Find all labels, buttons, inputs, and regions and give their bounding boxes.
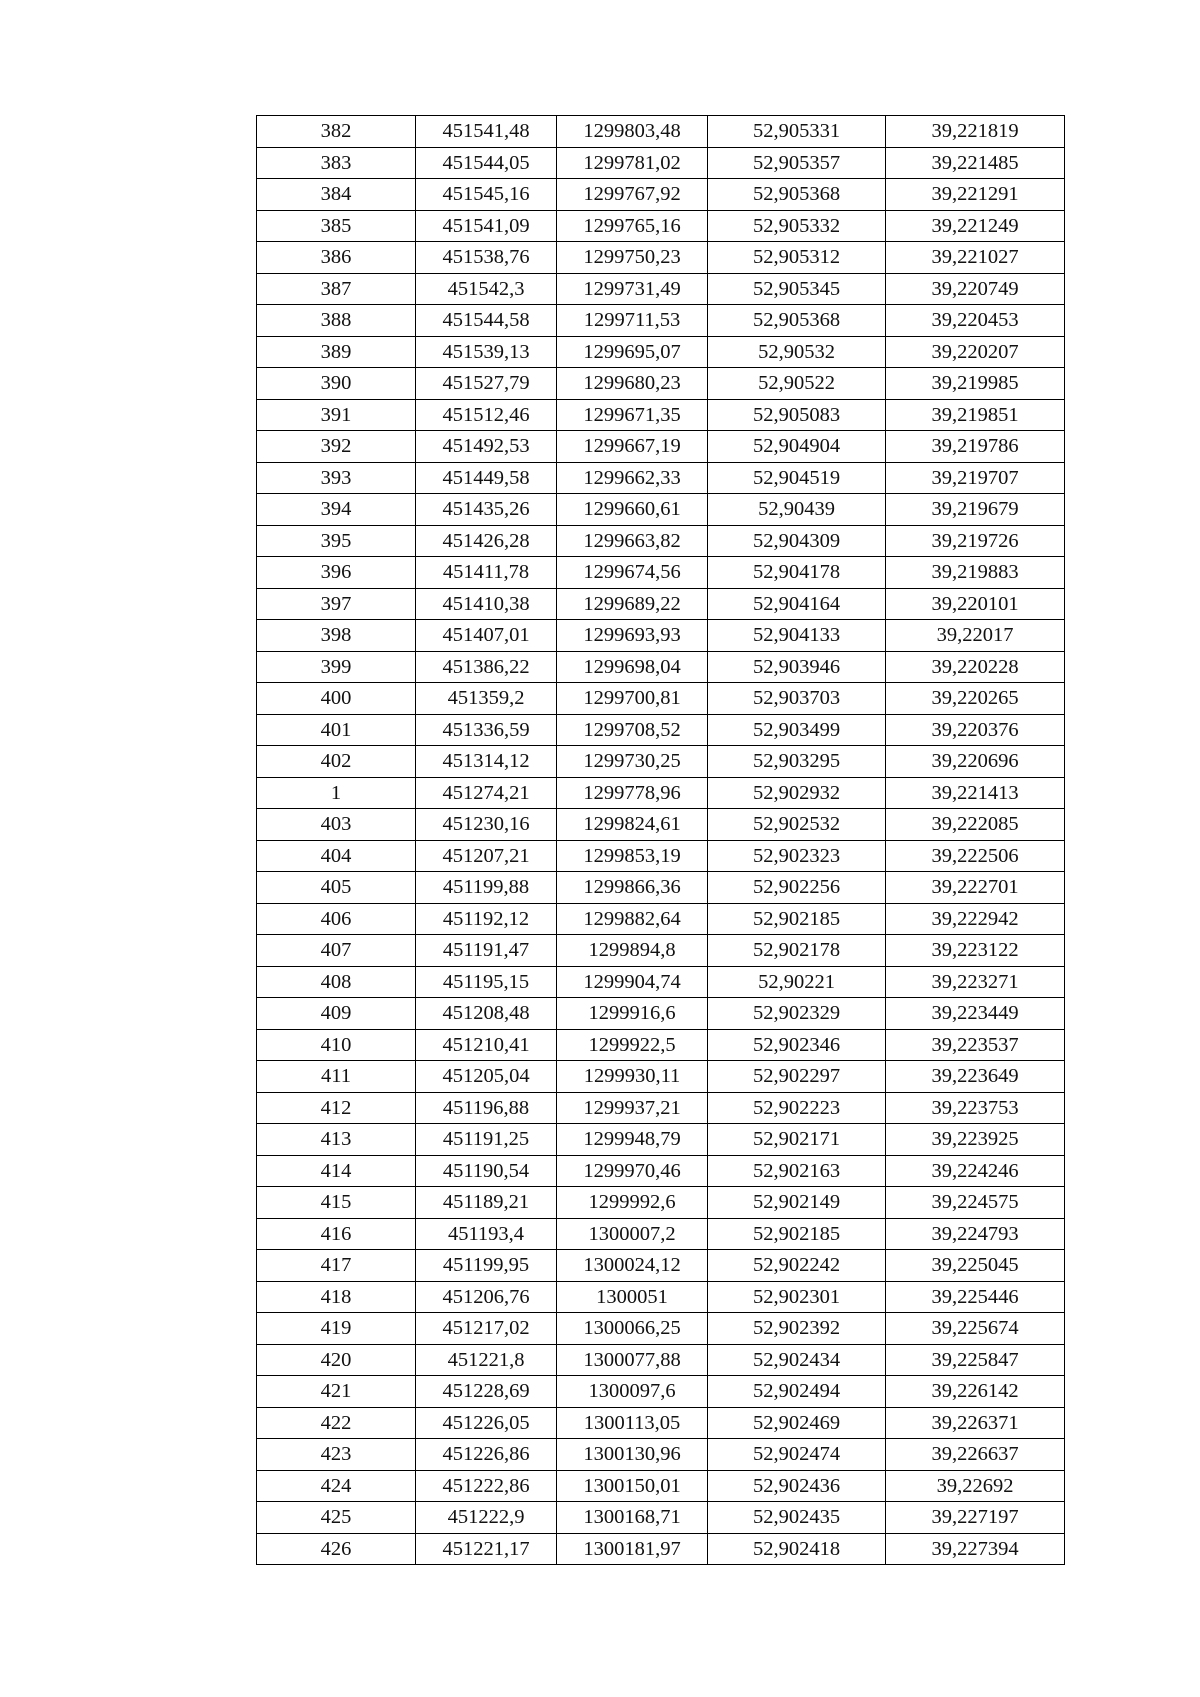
x-coordinate-cell: 451544,58 xyxy=(416,305,557,337)
point-number-cell: 391 xyxy=(257,399,416,431)
latitude-cell: 52,902474 xyxy=(708,1439,886,1471)
y-coordinate-cell: 1300181,97 xyxy=(557,1533,708,1565)
latitude-cell: 52,90439 xyxy=(708,494,886,526)
longitude-cell: 39,220453 xyxy=(886,305,1065,337)
y-coordinate-cell: 1299767,92 xyxy=(557,179,708,211)
table-row xyxy=(257,1092,1065,1124)
point-number-cell: 416 xyxy=(257,1218,416,1250)
x-coordinate-cell: 451208,48 xyxy=(416,998,557,1030)
latitude-cell: 52,90532 xyxy=(708,336,886,368)
x-coordinate-cell: 451226,86 xyxy=(416,1439,557,1471)
table-row xyxy=(257,368,1065,400)
y-coordinate-cell: 1299671,35 xyxy=(557,399,708,431)
longitude-cell: 39,220228 xyxy=(886,651,1065,683)
latitude-cell: 52,905083 xyxy=(708,399,886,431)
x-coordinate-cell: 451191,25 xyxy=(416,1124,557,1156)
point-number-cell: 411 xyxy=(257,1061,416,1093)
x-coordinate-cell: 451221,17 xyxy=(416,1533,557,1565)
longitude-cell: 39,221485 xyxy=(886,147,1065,179)
longitude-cell: 39,224793 xyxy=(886,1218,1065,1250)
point-number-cell: 382 xyxy=(257,116,416,148)
point-number-cell: 418 xyxy=(257,1281,416,1313)
latitude-cell: 52,903295 xyxy=(708,746,886,778)
x-coordinate-cell: 451314,12 xyxy=(416,746,557,778)
x-coordinate-cell: 451386,22 xyxy=(416,651,557,683)
coordinates-table-body xyxy=(257,116,1065,1565)
table-row xyxy=(257,1061,1065,1093)
coordinates-table xyxy=(256,115,1065,1565)
point-number-cell: 383 xyxy=(257,147,416,179)
table-row xyxy=(257,840,1065,872)
longitude-cell: 39,219883 xyxy=(886,557,1065,589)
table-row xyxy=(257,1533,1065,1565)
x-coordinate-cell: 451538,76 xyxy=(416,242,557,274)
point-number-cell: 395 xyxy=(257,525,416,557)
y-coordinate-cell: 1299803,48 xyxy=(557,116,708,148)
x-coordinate-cell: 451541,48 xyxy=(416,116,557,148)
point-number-cell: 1 xyxy=(257,777,416,809)
table-row xyxy=(257,809,1065,841)
table-row xyxy=(257,714,1065,746)
table-row xyxy=(257,935,1065,967)
x-coordinate-cell: 451492,53 xyxy=(416,431,557,463)
point-number-cell: 423 xyxy=(257,1439,416,1471)
x-coordinate-cell: 451193,4 xyxy=(416,1218,557,1250)
y-coordinate-cell: 1299689,22 xyxy=(557,588,708,620)
table-row xyxy=(257,1439,1065,1471)
table-row xyxy=(257,305,1065,337)
table-row xyxy=(257,683,1065,715)
point-number-cell: 409 xyxy=(257,998,416,1030)
longitude-cell: 39,221291 xyxy=(886,179,1065,211)
longitude-cell: 39,222085 xyxy=(886,809,1065,841)
y-coordinate-cell: 1299708,52 xyxy=(557,714,708,746)
longitude-cell: 39,225847 xyxy=(886,1344,1065,1376)
table-row xyxy=(257,557,1065,589)
table-row xyxy=(257,620,1065,652)
y-coordinate-cell: 1299695,07 xyxy=(557,336,708,368)
point-number-cell: 422 xyxy=(257,1407,416,1439)
table-row xyxy=(257,1407,1065,1439)
x-coordinate-cell: 451205,04 xyxy=(416,1061,557,1093)
x-coordinate-cell: 451541,09 xyxy=(416,210,557,242)
y-coordinate-cell: 1299667,19 xyxy=(557,431,708,463)
point-number-cell: 407 xyxy=(257,935,416,967)
table-row xyxy=(257,1187,1065,1219)
latitude-cell: 52,902392 xyxy=(708,1313,886,1345)
table-row xyxy=(257,431,1065,463)
y-coordinate-cell: 1300113,05 xyxy=(557,1407,708,1439)
point-number-cell: 405 xyxy=(257,872,416,904)
point-number-cell: 386 xyxy=(257,242,416,274)
longitude-cell: 39,223925 xyxy=(886,1124,1065,1156)
y-coordinate-cell: 1299904,74 xyxy=(557,966,708,998)
y-coordinate-cell: 1299662,33 xyxy=(557,462,708,494)
point-number-cell: 399 xyxy=(257,651,416,683)
point-number-cell: 408 xyxy=(257,966,416,998)
longitude-cell: 39,226142 xyxy=(886,1376,1065,1408)
x-coordinate-cell: 451210,41 xyxy=(416,1029,557,1061)
y-coordinate-cell: 1299730,25 xyxy=(557,746,708,778)
point-number-cell: 414 xyxy=(257,1155,416,1187)
y-coordinate-cell: 1299922,5 xyxy=(557,1029,708,1061)
point-number-cell: 426 xyxy=(257,1533,416,1565)
y-coordinate-cell: 1299853,19 xyxy=(557,840,708,872)
longitude-cell: 39,226371 xyxy=(886,1407,1065,1439)
latitude-cell: 52,904133 xyxy=(708,620,886,652)
longitude-cell: 39,227394 xyxy=(886,1533,1065,1565)
y-coordinate-cell: 1299750,23 xyxy=(557,242,708,274)
longitude-cell: 39,220207 xyxy=(886,336,1065,368)
table-row xyxy=(257,1029,1065,1061)
y-coordinate-cell: 1299882,64 xyxy=(557,903,708,935)
y-coordinate-cell: 1299700,81 xyxy=(557,683,708,715)
x-coordinate-cell: 451206,76 xyxy=(416,1281,557,1313)
x-coordinate-cell: 451545,16 xyxy=(416,179,557,211)
table-row xyxy=(257,998,1065,1030)
y-coordinate-cell: 1299693,93 xyxy=(557,620,708,652)
y-coordinate-cell: 1299663,82 xyxy=(557,525,708,557)
latitude-cell: 52,905345 xyxy=(708,273,886,305)
y-coordinate-cell: 1299916,6 xyxy=(557,998,708,1030)
latitude-cell: 52,902185 xyxy=(708,1218,886,1250)
table-row xyxy=(257,147,1065,179)
table-row xyxy=(257,903,1065,935)
longitude-cell: 39,219679 xyxy=(886,494,1065,526)
latitude-cell: 52,905357 xyxy=(708,147,886,179)
table-row xyxy=(257,273,1065,305)
latitude-cell: 52,902297 xyxy=(708,1061,886,1093)
table-row xyxy=(257,1218,1065,1250)
table-row xyxy=(257,525,1065,557)
point-number-cell: 397 xyxy=(257,588,416,620)
point-number-cell: 392 xyxy=(257,431,416,463)
point-number-cell: 398 xyxy=(257,620,416,652)
latitude-cell: 52,905368 xyxy=(708,179,886,211)
longitude-cell: 39,223537 xyxy=(886,1029,1065,1061)
x-coordinate-cell: 451195,15 xyxy=(416,966,557,998)
x-coordinate-cell: 451222,86 xyxy=(416,1470,557,1502)
latitude-cell: 52,902329 xyxy=(708,998,886,1030)
x-coordinate-cell: 451189,21 xyxy=(416,1187,557,1219)
y-coordinate-cell: 1300077,88 xyxy=(557,1344,708,1376)
longitude-cell: 39,221819 xyxy=(886,116,1065,148)
point-number-cell: 415 xyxy=(257,1187,416,1219)
latitude-cell: 52,902223 xyxy=(708,1092,886,1124)
longitude-cell: 39,224246 xyxy=(886,1155,1065,1187)
longitude-cell: 39,226637 xyxy=(886,1439,1065,1471)
table-row xyxy=(257,1155,1065,1187)
x-coordinate-cell: 451226,05 xyxy=(416,1407,557,1439)
y-coordinate-cell: 1299698,04 xyxy=(557,651,708,683)
y-coordinate-cell: 1299731,49 xyxy=(557,273,708,305)
longitude-cell: 39,220101 xyxy=(886,588,1065,620)
x-coordinate-cell: 451411,78 xyxy=(416,557,557,589)
latitude-cell: 52,902256 xyxy=(708,872,886,904)
y-coordinate-cell: 1299824,61 xyxy=(557,809,708,841)
longitude-cell: 39,225045 xyxy=(886,1250,1065,1282)
longitude-cell: 39,221027 xyxy=(886,242,1065,274)
y-coordinate-cell: 1300066,25 xyxy=(557,1313,708,1345)
x-coordinate-cell: 451192,12 xyxy=(416,903,557,935)
latitude-cell: 52,902163 xyxy=(708,1155,886,1187)
longitude-cell: 39,220696 xyxy=(886,746,1065,778)
longitude-cell: 39,219726 xyxy=(886,525,1065,557)
y-coordinate-cell: 1299948,79 xyxy=(557,1124,708,1156)
longitude-cell: 39,224575 xyxy=(886,1187,1065,1219)
point-number-cell: 388 xyxy=(257,305,416,337)
x-coordinate-cell: 451207,21 xyxy=(416,840,557,872)
y-coordinate-cell: 1299937,21 xyxy=(557,1092,708,1124)
longitude-cell: 39,222506 xyxy=(886,840,1065,872)
latitude-cell: 52,90221 xyxy=(708,966,886,998)
point-number-cell: 390 xyxy=(257,368,416,400)
point-number-cell: 424 xyxy=(257,1470,416,1502)
table-row xyxy=(257,1281,1065,1313)
point-number-cell: 402 xyxy=(257,746,416,778)
table-row xyxy=(257,494,1065,526)
x-coordinate-cell: 451359,2 xyxy=(416,683,557,715)
latitude-cell: 52,902469 xyxy=(708,1407,886,1439)
latitude-cell: 52,903946 xyxy=(708,651,886,683)
table-row xyxy=(257,462,1065,494)
x-coordinate-cell: 451191,47 xyxy=(416,935,557,967)
x-coordinate-cell: 451336,59 xyxy=(416,714,557,746)
x-coordinate-cell: 451228,69 xyxy=(416,1376,557,1408)
longitude-cell: 39,22692 xyxy=(886,1470,1065,1502)
latitude-cell: 52,903499 xyxy=(708,714,886,746)
table-row xyxy=(257,1313,1065,1345)
y-coordinate-cell: 1300007,2 xyxy=(557,1218,708,1250)
latitude-cell: 52,904309 xyxy=(708,525,886,557)
latitude-cell: 52,902178 xyxy=(708,935,886,967)
latitude-cell: 52,902532 xyxy=(708,809,886,841)
latitude-cell: 52,904519 xyxy=(708,462,886,494)
latitude-cell: 52,902435 xyxy=(708,1502,886,1534)
x-coordinate-cell: 451199,88 xyxy=(416,872,557,904)
latitude-cell: 52,905331 xyxy=(708,116,886,148)
point-number-cell: 396 xyxy=(257,557,416,589)
y-coordinate-cell: 1299970,46 xyxy=(557,1155,708,1187)
latitude-cell: 52,905332 xyxy=(708,210,886,242)
latitude-cell: 52,904904 xyxy=(708,431,886,463)
table-row xyxy=(257,179,1065,211)
y-coordinate-cell: 1300168,71 xyxy=(557,1502,708,1534)
x-coordinate-cell: 451449,58 xyxy=(416,462,557,494)
latitude-cell: 52,902932 xyxy=(708,777,886,809)
longitude-cell: 39,225446 xyxy=(886,1281,1065,1313)
longitude-cell: 39,222942 xyxy=(886,903,1065,935)
y-coordinate-cell: 1300130,96 xyxy=(557,1439,708,1471)
latitude-cell: 52,90522 xyxy=(708,368,886,400)
x-coordinate-cell: 451222,9 xyxy=(416,1502,557,1534)
table-row xyxy=(257,242,1065,274)
x-coordinate-cell: 451512,46 xyxy=(416,399,557,431)
latitude-cell: 52,902171 xyxy=(708,1124,886,1156)
longitude-cell: 39,227197 xyxy=(886,1502,1065,1534)
x-coordinate-cell: 451230,16 xyxy=(416,809,557,841)
point-number-cell: 413 xyxy=(257,1124,416,1156)
table-row xyxy=(257,399,1065,431)
x-coordinate-cell: 451199,95 xyxy=(416,1250,557,1282)
latitude-cell: 52,902436 xyxy=(708,1470,886,1502)
longitude-cell: 39,222701 xyxy=(886,872,1065,904)
y-coordinate-cell: 1299930,11 xyxy=(557,1061,708,1093)
x-coordinate-cell: 451217,02 xyxy=(416,1313,557,1345)
point-number-cell: 389 xyxy=(257,336,416,368)
y-coordinate-cell: 1300024,12 xyxy=(557,1250,708,1282)
longitude-cell: 39,221249 xyxy=(886,210,1065,242)
table-row xyxy=(257,1250,1065,1282)
table-row xyxy=(257,1124,1065,1156)
point-number-cell: 419 xyxy=(257,1313,416,1345)
table-row xyxy=(257,588,1065,620)
table-row xyxy=(257,116,1065,148)
y-coordinate-cell: 1299711,53 xyxy=(557,305,708,337)
y-coordinate-cell: 1299660,61 xyxy=(557,494,708,526)
x-coordinate-cell: 451527,79 xyxy=(416,368,557,400)
latitude-cell: 52,902434 xyxy=(708,1344,886,1376)
latitude-cell: 52,904178 xyxy=(708,557,886,589)
x-coordinate-cell: 451542,3 xyxy=(416,273,557,305)
latitude-cell: 52,905312 xyxy=(708,242,886,274)
longitude-cell: 39,219985 xyxy=(886,368,1065,400)
latitude-cell: 52,902494 xyxy=(708,1376,886,1408)
x-coordinate-cell: 451539,13 xyxy=(416,336,557,368)
point-number-cell: 420 xyxy=(257,1344,416,1376)
y-coordinate-cell: 1300051 xyxy=(557,1281,708,1313)
y-coordinate-cell: 1299781,02 xyxy=(557,147,708,179)
longitude-cell: 39,220749 xyxy=(886,273,1065,305)
point-number-cell: 387 xyxy=(257,273,416,305)
latitude-cell: 52,905368 xyxy=(708,305,886,337)
table-row xyxy=(257,1344,1065,1376)
point-number-cell: 404 xyxy=(257,840,416,872)
point-number-cell: 384 xyxy=(257,179,416,211)
point-number-cell: 401 xyxy=(257,714,416,746)
table-row xyxy=(257,777,1065,809)
latitude-cell: 52,903703 xyxy=(708,683,886,715)
latitude-cell: 52,902418 xyxy=(708,1533,886,1565)
table-row xyxy=(257,1376,1065,1408)
y-coordinate-cell: 1299992,6 xyxy=(557,1187,708,1219)
latitude-cell: 52,902149 xyxy=(708,1187,886,1219)
point-number-cell: 400 xyxy=(257,683,416,715)
point-number-cell: 410 xyxy=(257,1029,416,1061)
longitude-cell: 39,219707 xyxy=(886,462,1065,494)
y-coordinate-cell: 1300150,01 xyxy=(557,1470,708,1502)
longitude-cell: 39,220376 xyxy=(886,714,1065,746)
table-row xyxy=(257,651,1065,683)
point-number-cell: 412 xyxy=(257,1092,416,1124)
point-number-cell: 394 xyxy=(257,494,416,526)
table-row xyxy=(257,966,1065,998)
longitude-cell: 39,220265 xyxy=(886,683,1065,715)
table-row xyxy=(257,336,1065,368)
latitude-cell: 52,904164 xyxy=(708,588,886,620)
latitude-cell: 52,902301 xyxy=(708,1281,886,1313)
latitude-cell: 52,902323 xyxy=(708,840,886,872)
y-coordinate-cell: 1299778,96 xyxy=(557,777,708,809)
longitude-cell: 39,223449 xyxy=(886,998,1065,1030)
longitude-cell: 39,225674 xyxy=(886,1313,1065,1345)
point-number-cell: 406 xyxy=(257,903,416,935)
x-coordinate-cell: 451410,38 xyxy=(416,588,557,620)
table-row xyxy=(257,1502,1065,1534)
point-number-cell: 421 xyxy=(257,1376,416,1408)
x-coordinate-cell: 451274,21 xyxy=(416,777,557,809)
table-row xyxy=(257,872,1065,904)
point-number-cell: 403 xyxy=(257,809,416,841)
y-coordinate-cell: 1299680,23 xyxy=(557,368,708,400)
y-coordinate-cell: 1299894,8 xyxy=(557,935,708,967)
table-row xyxy=(257,746,1065,778)
x-coordinate-cell: 451190,54 xyxy=(416,1155,557,1187)
longitude-cell: 39,223753 xyxy=(886,1092,1065,1124)
table-row xyxy=(257,1470,1065,1502)
point-number-cell: 425 xyxy=(257,1502,416,1534)
longitude-cell: 39,219786 xyxy=(886,431,1065,463)
y-coordinate-cell: 1299765,16 xyxy=(557,210,708,242)
x-coordinate-cell: 451435,26 xyxy=(416,494,557,526)
point-number-cell: 385 xyxy=(257,210,416,242)
x-coordinate-cell: 451221,8 xyxy=(416,1344,557,1376)
longitude-cell: 39,223122 xyxy=(886,935,1065,967)
table-row xyxy=(257,210,1065,242)
x-coordinate-cell: 451426,28 xyxy=(416,525,557,557)
x-coordinate-cell: 451407,01 xyxy=(416,620,557,652)
longitude-cell: 39,219851 xyxy=(886,399,1065,431)
latitude-cell: 52,902185 xyxy=(708,903,886,935)
x-coordinate-cell: 451544,05 xyxy=(416,147,557,179)
x-coordinate-cell: 451196,88 xyxy=(416,1092,557,1124)
latitude-cell: 52,902346 xyxy=(708,1029,886,1061)
y-coordinate-cell: 1299674,56 xyxy=(557,557,708,589)
longitude-cell: 39,22017 xyxy=(886,620,1065,652)
point-number-cell: 393 xyxy=(257,462,416,494)
latitude-cell: 52,902242 xyxy=(708,1250,886,1282)
longitude-cell: 39,223649 xyxy=(886,1061,1065,1093)
longitude-cell: 39,223271 xyxy=(886,966,1065,998)
point-number-cell: 417 xyxy=(257,1250,416,1282)
y-coordinate-cell: 1299866,36 xyxy=(557,872,708,904)
longitude-cell: 39,221413 xyxy=(886,777,1065,809)
y-coordinate-cell: 1300097,6 xyxy=(557,1376,708,1408)
